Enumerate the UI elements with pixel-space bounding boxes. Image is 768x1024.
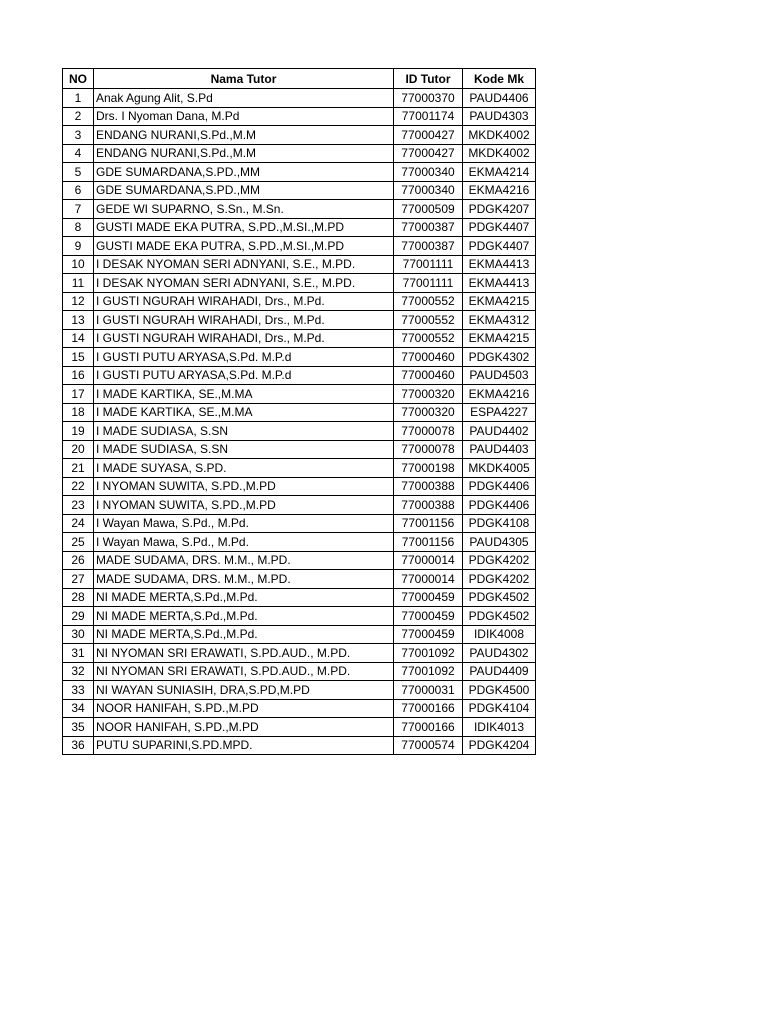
cell-nama-tutor: MADE SUDAMA, DRS. M.M., M.PD. (94, 551, 394, 570)
cell-no: 27 (63, 570, 94, 589)
table-row (63, 459, 536, 478)
cell-no: 35 (63, 718, 94, 737)
table-row (63, 255, 536, 274)
table-row (63, 588, 536, 607)
cell-kode-mk: PAUD4403 (463, 440, 536, 459)
cell-id-tutor: 77001111 (394, 255, 463, 274)
table-row (63, 237, 536, 256)
table-row (63, 422, 536, 441)
cell-no: 14 (63, 329, 94, 348)
table-row (63, 126, 536, 145)
cell-id-tutor: 77000014 (394, 570, 463, 589)
table-row (63, 107, 536, 126)
cell-nama-tutor: NOOR HANIFAH, S.PD.,M.PD (94, 699, 394, 718)
table-row (63, 551, 536, 570)
table-row (63, 292, 536, 311)
cell-kode-mk: PAUD4409 (463, 662, 536, 681)
cell-id-tutor: 77000427 (394, 126, 463, 145)
cell-nama-tutor: Drs. I Nyoman Dana, M.Pd (94, 107, 394, 126)
cell-no: 21 (63, 459, 94, 478)
table-row (63, 625, 536, 644)
cell-nama-tutor: I GUSTI PUTU ARYASA,S.Pd. M.P.d (94, 348, 394, 367)
table-row (63, 163, 536, 182)
cell-no: 22 (63, 477, 94, 496)
cell-nama-tutor: I GUSTI NGURAH WIRAHADI, Drs., M.Pd. (94, 329, 394, 348)
cell-nama-tutor: ENDANG NURANI,S.Pd.,M.M (94, 144, 394, 163)
cell-no: 16 (63, 366, 94, 385)
cell-kode-mk: EKMA4215 (463, 329, 536, 348)
cell-no: 25 (63, 533, 94, 552)
table-row (63, 89, 536, 108)
cell-kode-mk: EKMA4216 (463, 385, 536, 404)
cell-kode-mk: MKDK4005 (463, 459, 536, 478)
table-row (63, 718, 536, 737)
table-row (63, 477, 536, 496)
cell-no: 11 (63, 274, 94, 293)
cell-no: 33 (63, 681, 94, 700)
table-row (63, 607, 536, 626)
cell-id-tutor: 77000459 (394, 607, 463, 626)
cell-kode-mk: PAUD4402 (463, 422, 536, 441)
table-row (63, 440, 536, 459)
cell-nama-tutor: I DESAK NYOMAN SERI ADNYANI, S.E., M.PD. (94, 255, 394, 274)
cell-kode-mk: PDGK4502 (463, 588, 536, 607)
table-row (63, 348, 536, 367)
cell-nama-tutor: I Wayan Mawa, S.Pd., M.Pd. (94, 514, 394, 533)
cell-kode-mk: MKDK4002 (463, 126, 536, 145)
cell-id-tutor: 77000387 (394, 237, 463, 256)
header-nama-tutor: Nama Tutor (94, 69, 394, 89)
cell-kode-mk: PAUD4503 (463, 366, 536, 385)
table-row (63, 329, 536, 348)
cell-kode-mk: PAUD4302 (463, 644, 536, 663)
cell-kode-mk: PDGK4406 (463, 477, 536, 496)
cell-no: 19 (63, 422, 94, 441)
table-body (63, 89, 536, 755)
cell-id-tutor: 77000166 (394, 699, 463, 718)
cell-nama-tutor: GEDE WI SUPARNO, S.Sn., M.Sn. (94, 200, 394, 219)
cell-no: 13 (63, 311, 94, 330)
cell-id-tutor: 77000078 (394, 440, 463, 459)
cell-no: 2 (63, 107, 94, 126)
cell-kode-mk: PDGK4202 (463, 570, 536, 589)
cell-no: 18 (63, 403, 94, 422)
cell-no: 36 (63, 736, 94, 755)
cell-nama-tutor: I MADE KARTIKA, SE.,M.MA (94, 403, 394, 422)
cell-no: 12 (63, 292, 94, 311)
cell-kode-mk: PDGK4207 (463, 200, 536, 219)
cell-nama-tutor: I DESAK NYOMAN SERI ADNYANI, S.E., M.PD. (94, 274, 394, 293)
cell-no: 30 (63, 625, 94, 644)
cell-id-tutor: 77000078 (394, 422, 463, 441)
cell-id-tutor: 77000031 (394, 681, 463, 700)
table-row (63, 681, 536, 700)
cell-id-tutor: 77000574 (394, 736, 463, 755)
cell-kode-mk: ESPA4227 (463, 403, 536, 422)
table-row (63, 218, 536, 237)
cell-id-tutor: 77000552 (394, 329, 463, 348)
cell-nama-tutor: I NYOMAN SUWITA, S.PD.,M.PD (94, 496, 394, 515)
cell-kode-mk: PDGK4108 (463, 514, 536, 533)
cell-kode-mk: PDGK4502 (463, 607, 536, 626)
header-id-tutor: ID Tutor (394, 69, 463, 89)
cell-kode-mk: PAUD4305 (463, 533, 536, 552)
table-header (63, 69, 536, 89)
cell-id-tutor: 77001156 (394, 533, 463, 552)
cell-no: 23 (63, 496, 94, 515)
table-row (63, 644, 536, 663)
cell-nama-tutor: I MADE KARTIKA, SE.,M.MA (94, 385, 394, 404)
table-row (63, 181, 536, 200)
cell-nama-tutor: NOOR HANIFAH, S.PD.,M.PD (94, 718, 394, 737)
cell-nama-tutor: NI MADE MERTA,S.Pd.,M.Pd. (94, 588, 394, 607)
cell-nama-tutor: Anak Agung Alit, S.Pd (94, 89, 394, 108)
table-row (63, 200, 536, 219)
cell-nama-tutor: MADE SUDAMA, DRS. M.M., M.PD. (94, 570, 394, 589)
cell-kode-mk: PDGK4500 (463, 681, 536, 700)
cell-nama-tutor: GUSTI MADE EKA PUTRA, S.PD.,M.SI.,M.PD (94, 218, 394, 237)
cell-kode-mk: EKMA4312 (463, 311, 536, 330)
cell-no: 26 (63, 551, 94, 570)
cell-kode-mk: PDGK4202 (463, 551, 536, 570)
cell-kode-mk: EKMA4413 (463, 274, 536, 293)
header-no: NO (63, 69, 94, 89)
cell-nama-tutor: GDE SUMARDANA,S.PD.,MM (94, 181, 394, 200)
cell-no: 10 (63, 255, 94, 274)
cell-id-tutor: 77000459 (394, 588, 463, 607)
cell-no: 1 (63, 89, 94, 108)
cell-kode-mk: MKDK4002 (463, 144, 536, 163)
table-row (63, 311, 536, 330)
table-row (63, 514, 536, 533)
cell-no: 32 (63, 662, 94, 681)
table-row (63, 662, 536, 681)
cell-kode-mk: PDGK4302 (463, 348, 536, 367)
table-row (63, 533, 536, 552)
cell-no: 6 (63, 181, 94, 200)
cell-nama-tutor: ENDANG NURANI,S.Pd.,M.M (94, 126, 394, 145)
cell-nama-tutor: I MADE SUDIASA, S.SN (94, 440, 394, 459)
cell-no: 29 (63, 607, 94, 626)
cell-no: 24 (63, 514, 94, 533)
table-row (63, 496, 536, 515)
cell-no: 5 (63, 163, 94, 182)
cell-kode-mk: IDIK4013 (463, 718, 536, 737)
cell-nama-tutor: NI NYOMAN SRI ERAWATI, S.PD.AUD., M.PD. (94, 644, 394, 663)
cell-id-tutor: 77000459 (394, 625, 463, 644)
cell-kode-mk: PDGK4204 (463, 736, 536, 755)
table-row (63, 699, 536, 718)
cell-nama-tutor: I GUSTI NGURAH WIRAHADI, Drs., M.Pd. (94, 292, 394, 311)
cell-id-tutor: 77001092 (394, 662, 463, 681)
cell-id-tutor: 77000387 (394, 218, 463, 237)
cell-id-tutor: 77000552 (394, 311, 463, 330)
header-row (63, 69, 536, 89)
cell-id-tutor: 77001156 (394, 514, 463, 533)
cell-no: 31 (63, 644, 94, 663)
cell-id-tutor: 77000460 (394, 348, 463, 367)
table-row (63, 736, 536, 755)
cell-kode-mk: EKMA4216 (463, 181, 536, 200)
cell-id-tutor: 77000340 (394, 181, 463, 200)
cell-nama-tutor: NI WAYAN SUNIASIH, DRA,S.PD,M.PD (94, 681, 394, 700)
table-row (63, 385, 536, 404)
cell-nama-tutor: I Wayan Mawa, S.Pd., M.Pd. (94, 533, 394, 552)
cell-id-tutor: 77000166 (394, 718, 463, 737)
cell-no: 34 (63, 699, 94, 718)
cell-id-tutor: 77000198 (394, 459, 463, 478)
cell-kode-mk: PDGK4407 (463, 218, 536, 237)
cell-no: 7 (63, 200, 94, 219)
cell-id-tutor: 77000552 (394, 292, 463, 311)
cell-id-tutor: 77000320 (394, 385, 463, 404)
cell-id-tutor: 77000460 (394, 366, 463, 385)
table-row (63, 570, 536, 589)
cell-nama-tutor: GUSTI MADE EKA PUTRA, S.PD.,M.SI.,M.PD (94, 237, 394, 256)
cell-id-tutor: 77000014 (394, 551, 463, 570)
cell-kode-mk: IDIK4008 (463, 625, 536, 644)
cell-kode-mk: EKMA4215 (463, 292, 536, 311)
cell-no: 20 (63, 440, 94, 459)
cell-id-tutor: 77001111 (394, 274, 463, 293)
table-row (63, 403, 536, 422)
cell-nama-tutor: PUTU SUPARINI,S.PD.MPD. (94, 736, 394, 755)
header-kode-mk: Kode Mk (463, 69, 536, 89)
tutor-table (62, 68, 536, 755)
cell-no: 15 (63, 348, 94, 367)
cell-id-tutor: 77000320 (394, 403, 463, 422)
cell-nama-tutor: I GUSTI PUTU ARYASA,S.Pd. M.P.d (94, 366, 394, 385)
cell-kode-mk: PDGK4406 (463, 496, 536, 515)
cell-id-tutor: 77001092 (394, 644, 463, 663)
cell-nama-tutor: GDE SUMARDANA,S.PD.,MM (94, 163, 394, 182)
table-row (63, 366, 536, 385)
cell-nama-tutor: NI MADE MERTA,S.Pd.,M.Pd. (94, 607, 394, 626)
cell-nama-tutor: I GUSTI NGURAH WIRAHADI, Drs., M.Pd. (94, 311, 394, 330)
cell-no: 9 (63, 237, 94, 256)
table-row (63, 144, 536, 163)
cell-no: 8 (63, 218, 94, 237)
cell-id-tutor: 77000427 (394, 144, 463, 163)
cell-nama-tutor: NI MADE MERTA,S.Pd.,M.Pd. (94, 625, 394, 644)
cell-no: 4 (63, 144, 94, 163)
cell-id-tutor: 77000340 (394, 163, 463, 182)
cell-no: 3 (63, 126, 94, 145)
cell-kode-mk: PDGK4407 (463, 237, 536, 256)
cell-nama-tutor: NI NYOMAN SRI ERAWATI, S.PD.AUD., M.PD. (94, 662, 394, 681)
cell-no: 28 (63, 588, 94, 607)
cell-nama-tutor: I MADE SUDIASA, S.SN (94, 422, 394, 441)
cell-id-tutor: 77001174 (394, 107, 463, 126)
cell-id-tutor: 77000370 (394, 89, 463, 108)
cell-nama-tutor: I NYOMAN SUWITA, S.PD.,M.PD (94, 477, 394, 496)
cell-kode-mk: PAUD4406 (463, 89, 536, 108)
cell-nama-tutor: I MADE SUYASA, S.PD. (94, 459, 394, 478)
cell-kode-mk: PDGK4104 (463, 699, 536, 718)
cell-id-tutor: 77000388 (394, 477, 463, 496)
cell-kode-mk: EKMA4413 (463, 255, 536, 274)
table-row (63, 274, 536, 293)
cell-kode-mk: EKMA4214 (463, 163, 536, 182)
cell-no: 17 (63, 385, 94, 404)
cell-id-tutor: 77000509 (394, 200, 463, 219)
cell-kode-mk: PAUD4303 (463, 107, 536, 126)
cell-id-tutor: 77000388 (394, 496, 463, 515)
